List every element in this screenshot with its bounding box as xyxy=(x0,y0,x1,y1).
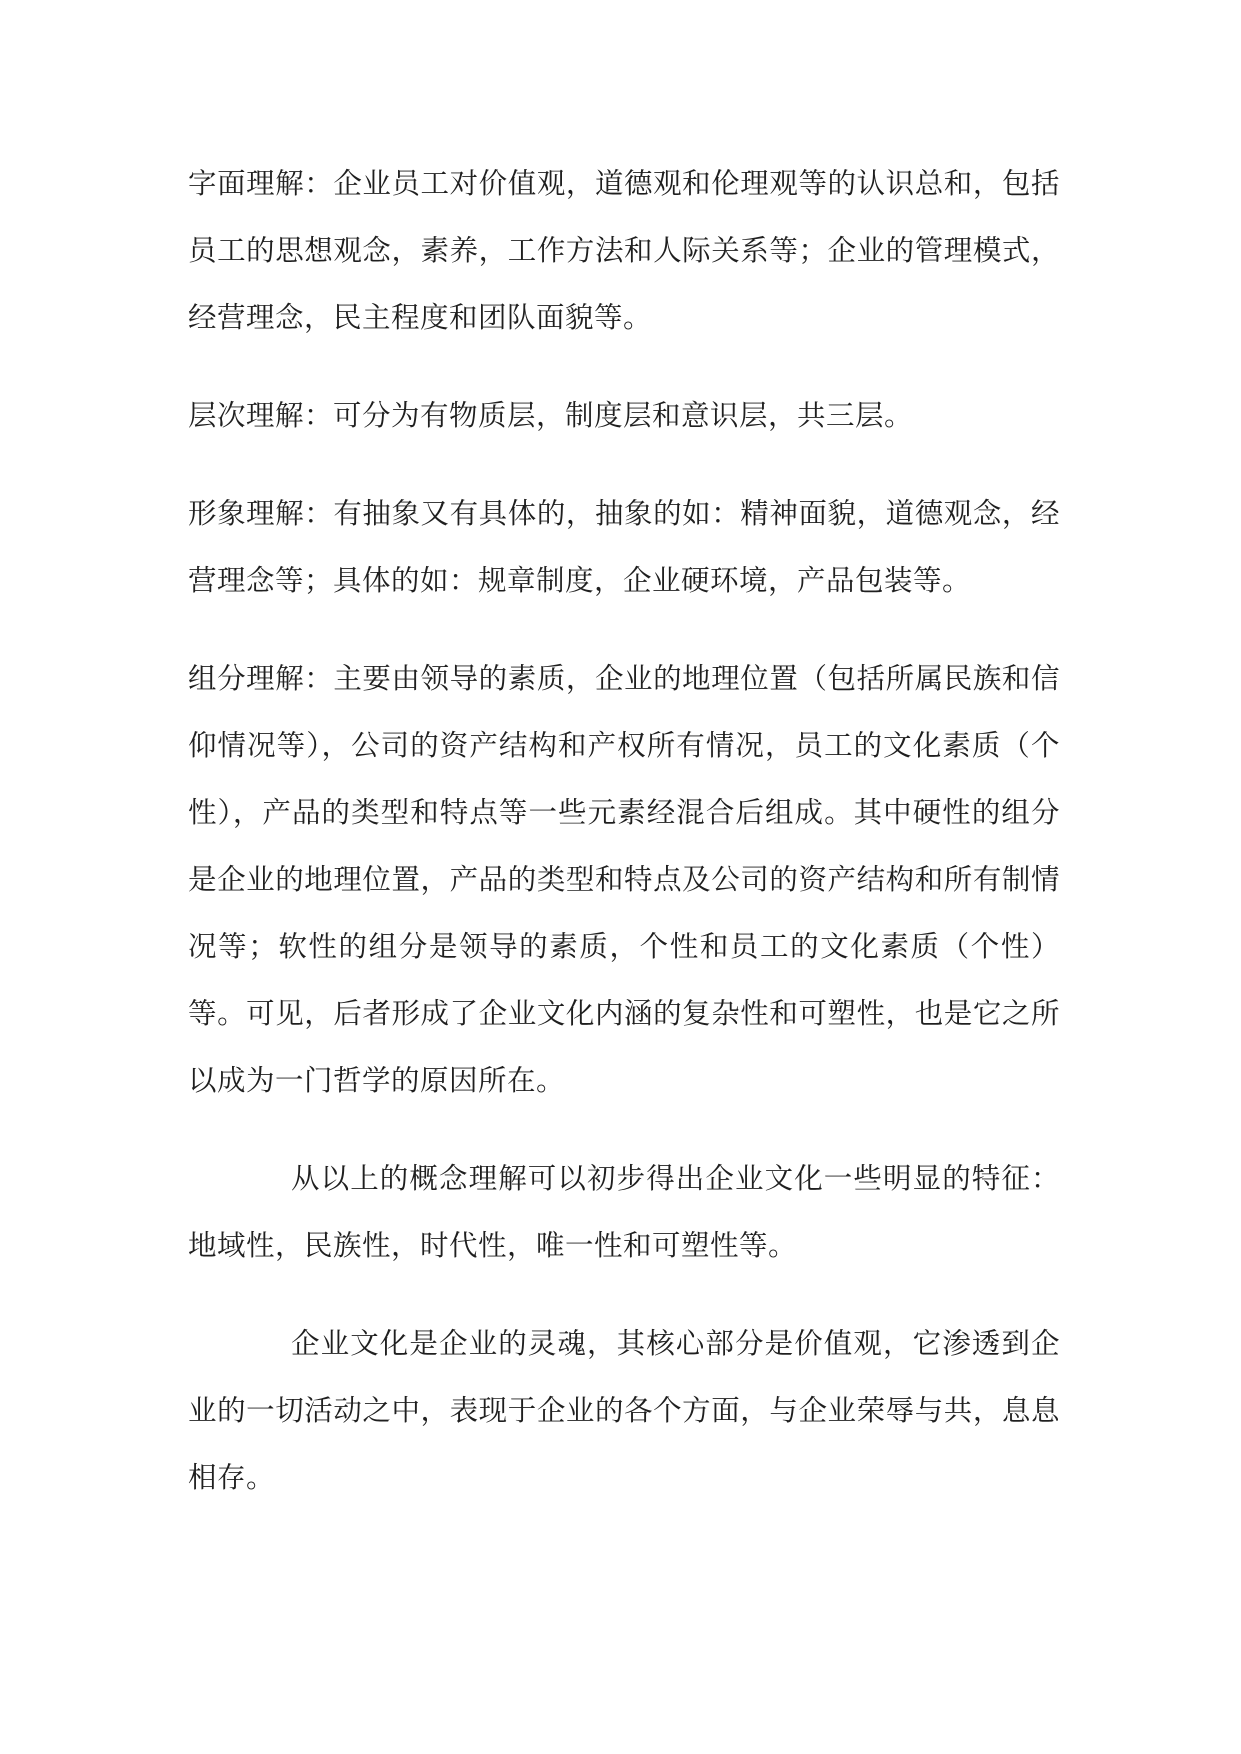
paragraph-level-understanding: 层次理解：可分为有物质层，制度层和意识层，共三层。 xyxy=(188,399,914,432)
paragraph-features: 从以上的概念理解可以初步得出企业文化一些明显的特征：地域性，民族性，时代性，唯一性和可塑性等。 xyxy=(188,1162,1060,1262)
paragraph-image-understanding: 形象理解：有抽象又有具体的，抽象的如：精神面貌，道德观念，经营理念等；具体的如：规章制度，企业硬环境，产品包装等。 xyxy=(188,497,1060,597)
paragraph-component-understanding: 组分理解：主要由领导的素质，企业的地理位置（包括所属民族和信仰情况等），公司的资产结构和产权所有情况，员工的文化素质（个性），产品的类型和特点等一些元素经混合后组成。其中硬性的组分是企业的地理位置，产品的类型和特点及公司的资产结构和所有制情况等；软性的组分是领导的素质，个性和员工的文化素质（个性）等。可见，后者形成了企业文化内涵的复杂性和可塑性，也是它之所以成为一门哲学的原因所在。 xyxy=(188,662,1060,1097)
paragraph-literal-understanding: 字面理解：企业员工对价值观，道德观和伦理观等的认识总和，包括员工的思想观念，素养，工作方法和人际关系等；企业的管理模式，经营理念，民主程度和团队面貌等。 xyxy=(188,167,1060,334)
document-body xyxy=(188,150,1060,1542)
paragraph-soul: 企业文化是企业的灵魂，其核心部分是价值观，它渗透到企业的一切活动之中，表现于企业的各个方面，与企业荣辱与共，息息相存。 xyxy=(188,1327,1060,1494)
